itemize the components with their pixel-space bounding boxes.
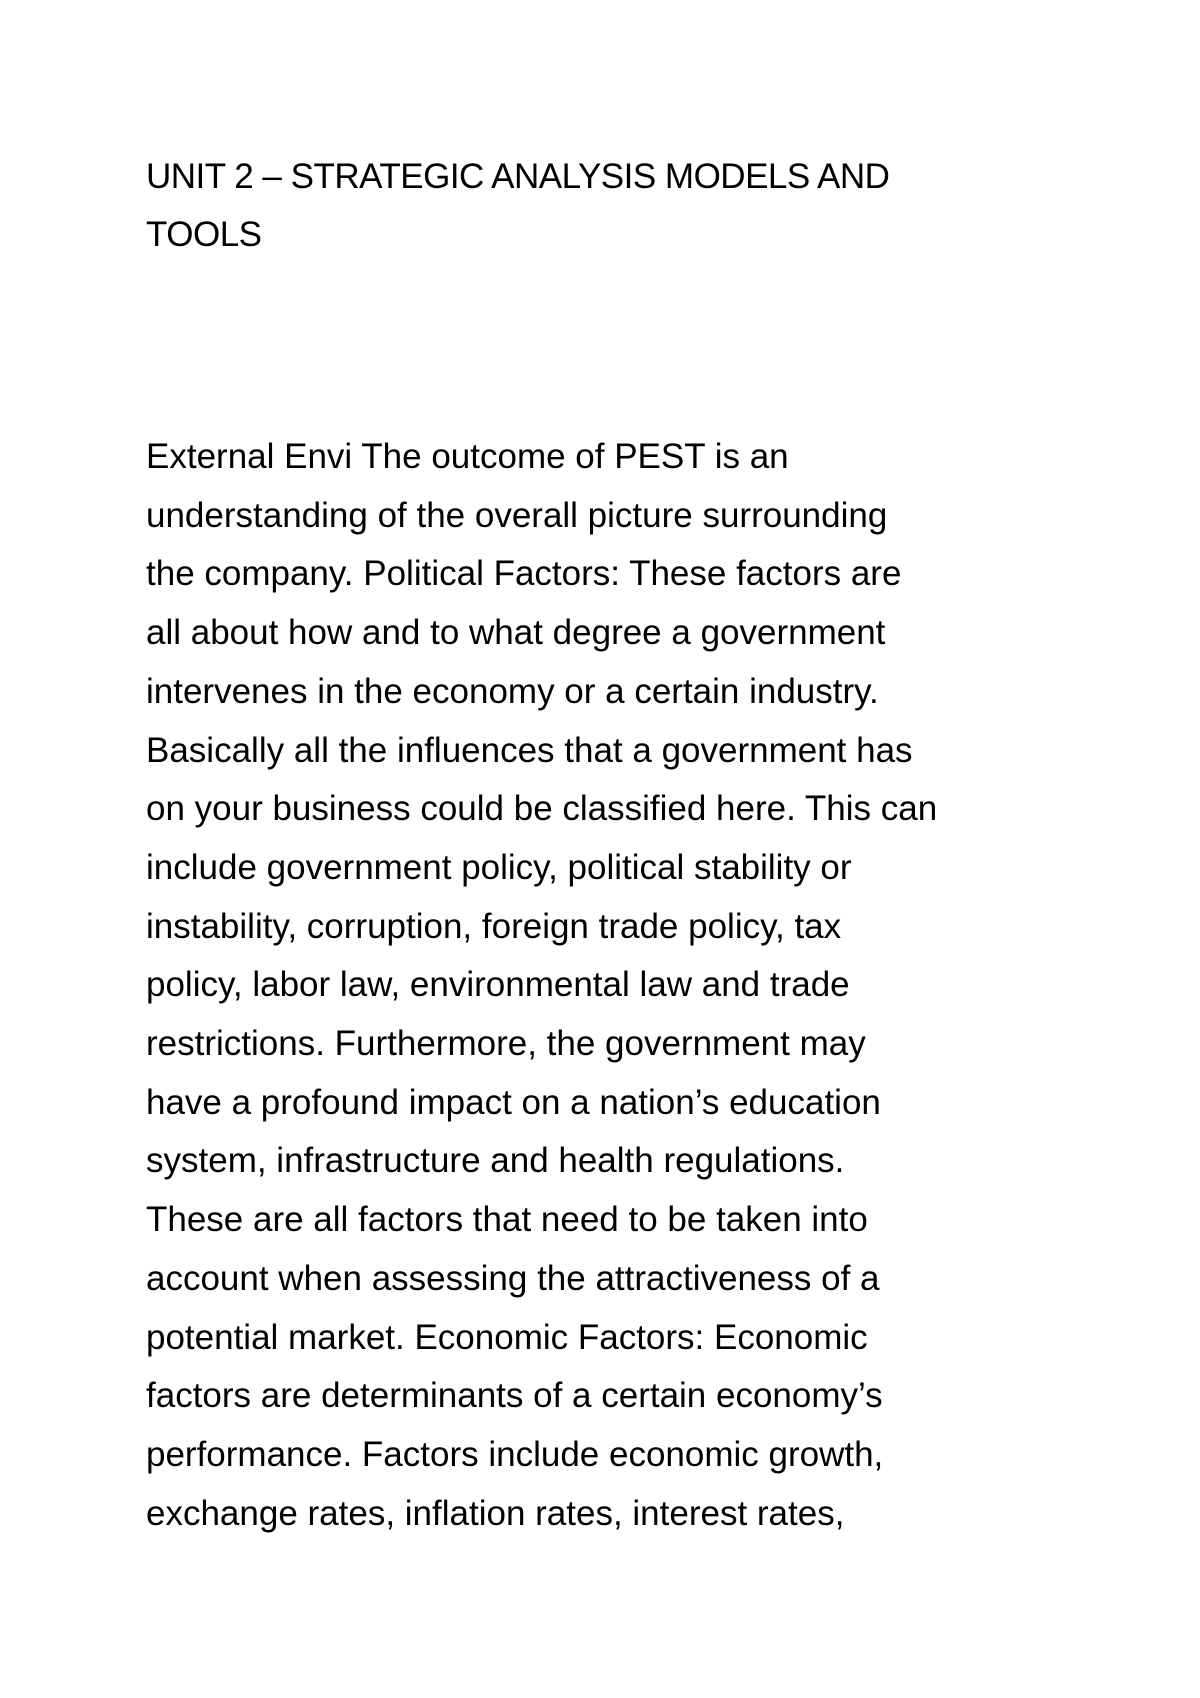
- text-line: instability, corruption, foreign trade policy, tax: [146, 906, 842, 946]
- text-line: policy, labor law, environmental law and trade: [146, 965, 850, 1005]
- text-line: on your business could be classified here. This can: [146, 789, 938, 829]
- title-line: UNIT 2 – STRATEGIC ANALYSIS MODELS AND: [146, 157, 890, 196]
- text-line: These are all factors that need to be taken into: [146, 1200, 868, 1240]
- title-line: TOOLS: [146, 215, 262, 254]
- text-line: account when assessing the attractiveness of a: [146, 1258, 880, 1298]
- text-line: include government policy, political stability or: [146, 847, 852, 887]
- text-line: Basically all the influences that a government has: [146, 730, 913, 770]
- text-line: the company. Political Factors: These factors are: [146, 554, 902, 594]
- text-line: all about how and to what degree a government: [146, 613, 886, 653]
- text-line: External Envi The outcome of PEST is an: [146, 437, 789, 476]
- text-line: restrictions. Furthermore, the government may: [146, 1024, 866, 1064]
- text-line: intervenes in the economy or a certain industry.: [146, 671, 879, 711]
- text-line: exchange rates, inflation rates, interest rates,: [146, 1493, 845, 1533]
- text-line: factors are determinants of a certain economy’s: [146, 1376, 883, 1416]
- text-line: potential market. Economic Factors: Economic: [146, 1317, 868, 1357]
- page-title: [146, 148, 1046, 264]
- text-line: performance. Factors include economic growth,: [146, 1434, 884, 1474]
- body-paragraph: [146, 428, 1086, 1543]
- text-line: have a profound impact on a nation’s education: [146, 1082, 881, 1122]
- text-line: understanding of the overall picture surrounding: [146, 495, 888, 535]
- text-line: system, infrastructure and health regulations.: [146, 1141, 845, 1181]
